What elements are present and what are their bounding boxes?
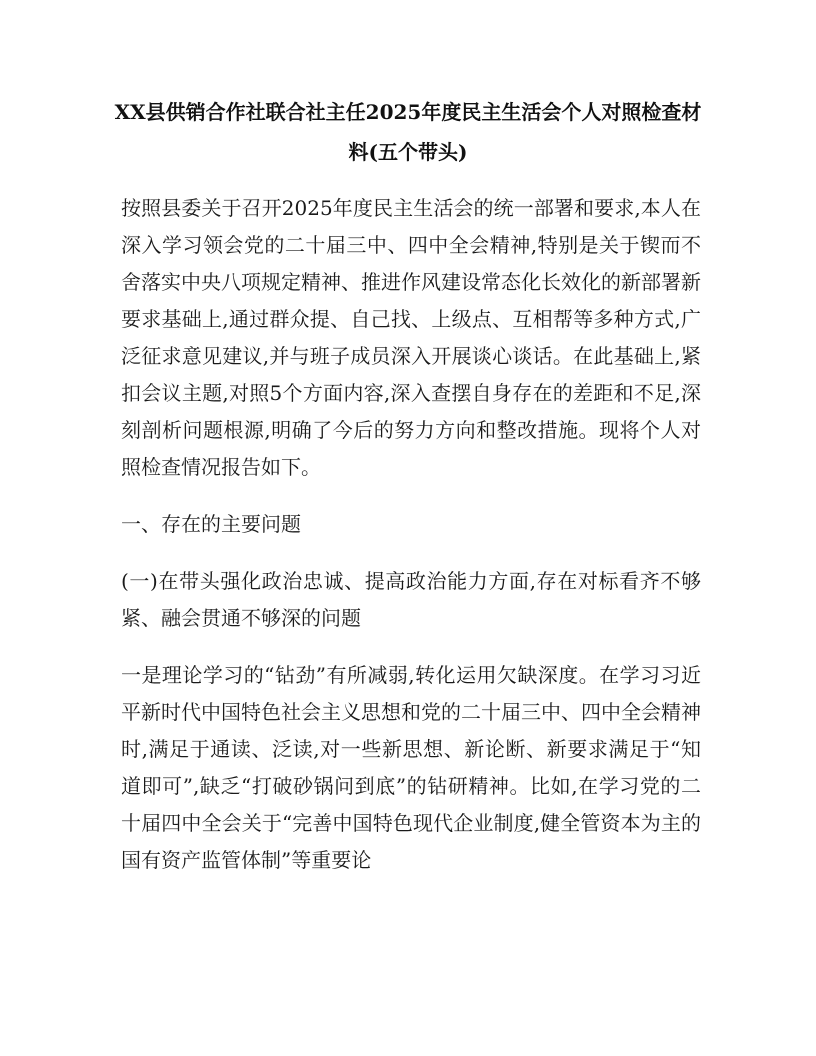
section-heading: 一、存在的主要问题 [121,512,301,536]
document-body [121,190,701,899]
intro-paragraph: 按照县委关于召开2025年度民主生活会的统一部署和要求,本人在深入学习领会党的二十届三中、四中全会精神,特别是关于锲而不舍落实中央八项规定精神、推进作风建设常态化长效化的新部署新要求基础上,通过群众提、自己找、上级点、互相帮等多种方式,广泛征求意见建议,并与班子成员深入开展谈心谈话。在此基础上,紧扣会议主题,对照5个方面内容,深入查摆自身存在的差距和不足,深刻剖析问题根源,明确了今后的努力方向和整改措施。现将个人对照检查情况报告如下。 [121,196,701,479]
subsection-heading: (一)在带头强化政治忠诚、提高政治能力方面,存在对标看齐不够紧、融会贯通不够深的问题 [121,569,701,630]
body-paragraph: 一是理论学习的“钻劲”有所减弱,转化运用欠缺深度。在学习习近平新时代中国特色社会主义思想和党的二十届三中、四中全会精神时,满足于通读、泛读,对一些新思想、新论断、新要求满足于“知道即可”,缺乏“打破砂锅问到底”的钻研精神。比如,在学习党的二十届四中全会关于“完善中国特色现代企业制度,健全管资本为主的国有资产监管体制”等重要论 [121,663,701,872]
document-title: XX县供销合作社联合社主任2025年度民主生活会个人对照检查材料(五个带头) [114,100,702,164]
